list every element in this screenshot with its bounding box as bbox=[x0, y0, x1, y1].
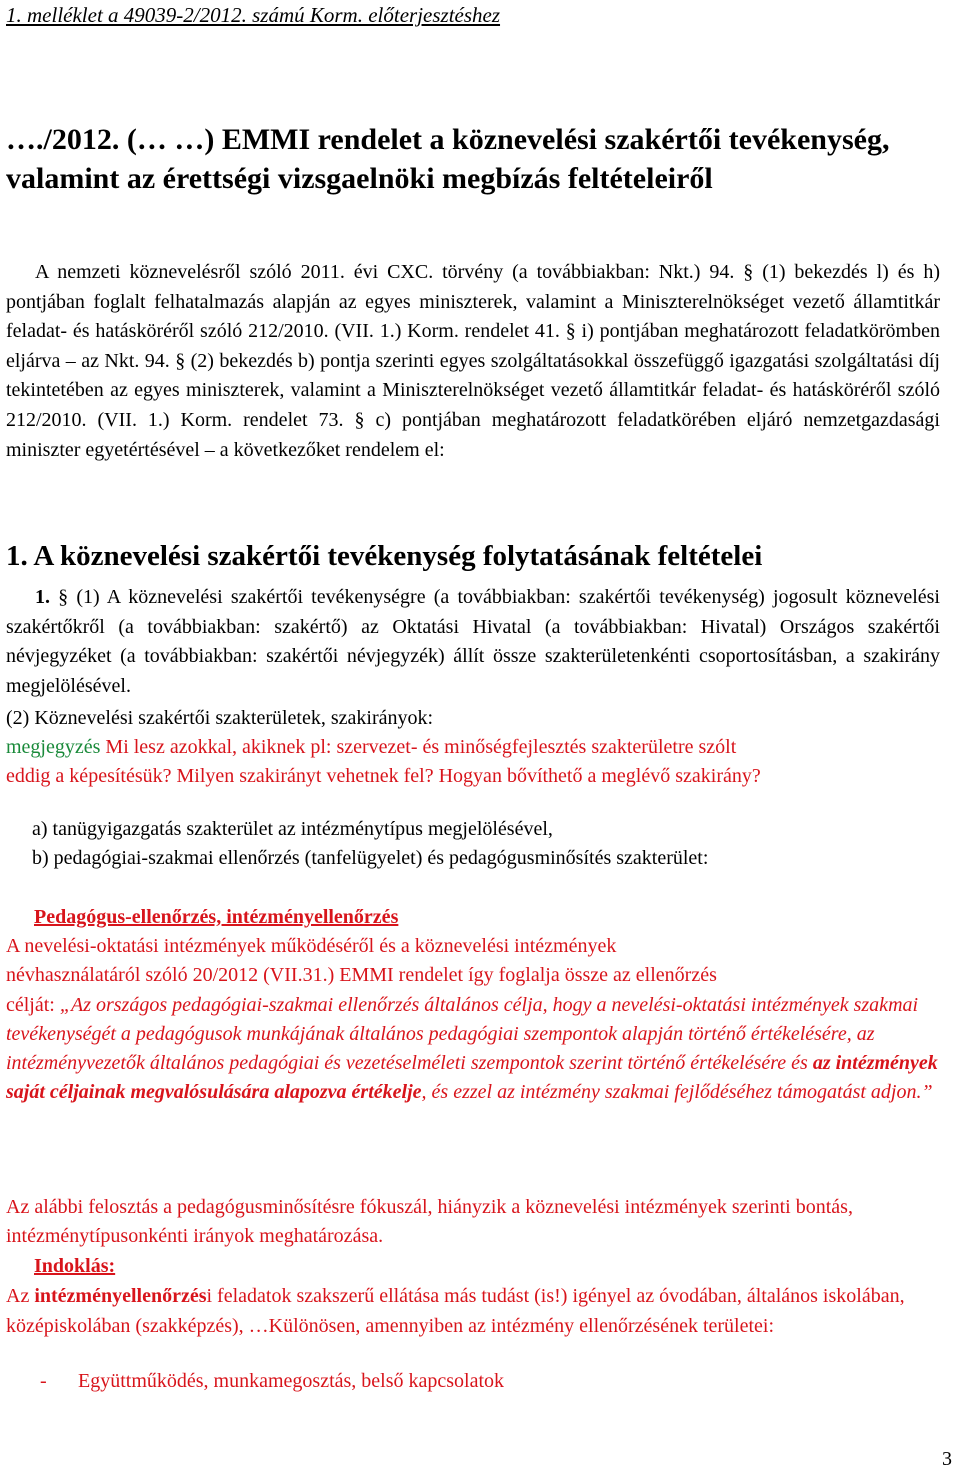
paragraph-1 bbox=[6, 583, 940, 701]
justification-lead: Az bbox=[6, 1285, 35, 1307]
justification-emphasis: intézményellenőrzés bbox=[34, 1285, 207, 1307]
document-title: …./2012. (… …) EMMI rendelet a köznevelési szakértői tevékenység, valamint az érettségi vizsgaelnöki megbízás feltételeiről bbox=[6, 123, 890, 195]
inspection-quote bbox=[6, 991, 940, 1108]
paragraph-number: 1. bbox=[35, 586, 50, 608]
comment-text-1: Mi lesz azokkal, akiknek pl: szervezet- és minőségfejlesztés szakterületre szólt bbox=[100, 736, 737, 758]
preamble-text: A nemzeti köznevelésről szóló 2011. évi CXC. törvény (a továbbiakban: Nkt.) 94. § (1) bekezdés l) és h) pontjában foglalt felhatalmazás alapján az egyes miniszterek, valamint a Miniszterelnökséget vezető államtitkár feladat- és hatásköréről szóló 212/2010. (VII. 1.) Korm. rendelet 41. § i) pontjában meghatározott feladatkörömben eljárva – az Nkt. 94. § (2) bekezdés b) pontja szerinti egyes szolgáltatásokkal összefüggő igazgatási szolgáltatási díj tekintetében az egyes miniszterek, valamint a Miniszterelnökséget vezető államtitkár feladat- és hatásköréről szóló 212/2010. (VII. 1.) Korm. rendelet 73. § c) pontjában meghatározott feladatkörében eljáró nemzetgazdasági miniszter egyetértésével – a következőket rendelem el: bbox=[6, 261, 940, 461]
inspection-section bbox=[6, 903, 940, 1107]
inspection-line-1: A nevelési-oktatási intézmények működéséről és a köznevelési intézmények bbox=[6, 935, 617, 958]
bullet-item-text: Együttműködés, munkamegosztás, belső kapcsolatok bbox=[78, 1370, 505, 1392]
justification-text bbox=[6, 1281, 940, 1341]
quote-emphasis: az intézmények saját céljainak megvalósulására alapozva értékelje bbox=[6, 1052, 938, 1104]
section-heading: 1. A köznevelési szakértői tevékenység folytatásának feltételei bbox=[6, 540, 763, 572]
justification-heading: Indoklás: bbox=[34, 1255, 116, 1277]
bullet-item bbox=[40, 1366, 504, 1396]
justification-body: i feladatok szakszerű ellátása más tudást (is!) igényel az óvodában, általános iskolában, középiskolában (szakképzés), …Különösen, amennyiben az intézmény ellenőrzésének területei: bbox=[6, 1285, 905, 1337]
list-item-b: b) pedagógiai-szakmai ellenőrzés (tanfelügyelet) és pedagógusminősítés szakterület: bbox=[32, 847, 709, 869]
dash-marker: - bbox=[40, 1370, 47, 1392]
justification bbox=[6, 1251, 940, 1341]
inspection-quote-lead: célját: bbox=[6, 993, 60, 1016]
inspection-heading: Pedagógus-ellenőrzés, intézményellenőrzés bbox=[34, 906, 399, 928]
page-number: 3 bbox=[942, 1448, 952, 1470]
document-header: 1. melléklet a 49039-2/2012. számú Korm. előterjesztéshez bbox=[6, 3, 501, 27]
comment-label: megjegyzés bbox=[6, 736, 101, 758]
list-item-a: a) tanügyigazgatás szakterület az intézménytípus megjelölésével, bbox=[32, 818, 553, 840]
paragraph-1-text: § (1) A köznevelési szakértői tevékenységre (a továbbiakban: szakértői tevékenység) jogosult köznevelési szakértőkről (a továbbiakban: szakértő) az Oktatási Hivatal (a továbbiakban: Hivatal) Országos szakértői névjegyzéket (a továbbiakban: szakértői névjegyzék) állít össze szakterületenkénti csoportosításban, a szakirány megjelölésével. bbox=[6, 586, 940, 697]
quote-part-1: „Az országos pedagógiai-szakmai ellenőrzés általános célja, hogy a nevelési-oktatási intézmények szakmai tevékenységét a pedagógusok munkájának általános pedagógiai szempontok alapján történő értékelésére, az intézményvezetők általános pedagógiai és vezetéselméleti szempontok szerint történő értékelésére és bbox=[6, 993, 919, 1075]
comment-line-1 bbox=[6, 733, 736, 762]
inspection-line-2: névhasználatáról szóló 20/2012 (VII.31.) EMMI rendelet így foglalja össze az ellenőrzés bbox=[6, 964, 717, 987]
comment-paragraph: Az alábbi felosztás a pedagógusminősítésre fókuszál, hiányzik a köznevelési intézmények szerinti bontás, intézménytípusonkénti irányok meghatározása. bbox=[6, 1196, 853, 1248]
paragraph-2: (2) Köznevelési szakértői szakterületek, szakirányok: bbox=[6, 707, 434, 729]
comment-line-2: eddig a képesítésük? Milyen szakirányt vehetnek fel? Hogyan bővíthető a meglévő szakirány? bbox=[6, 765, 761, 787]
quote-part-2: , és ezzel az intézmény szakmai fejlődéséhez támogatást adjon.” bbox=[421, 1081, 933, 1104]
preamble bbox=[6, 258, 940, 465]
